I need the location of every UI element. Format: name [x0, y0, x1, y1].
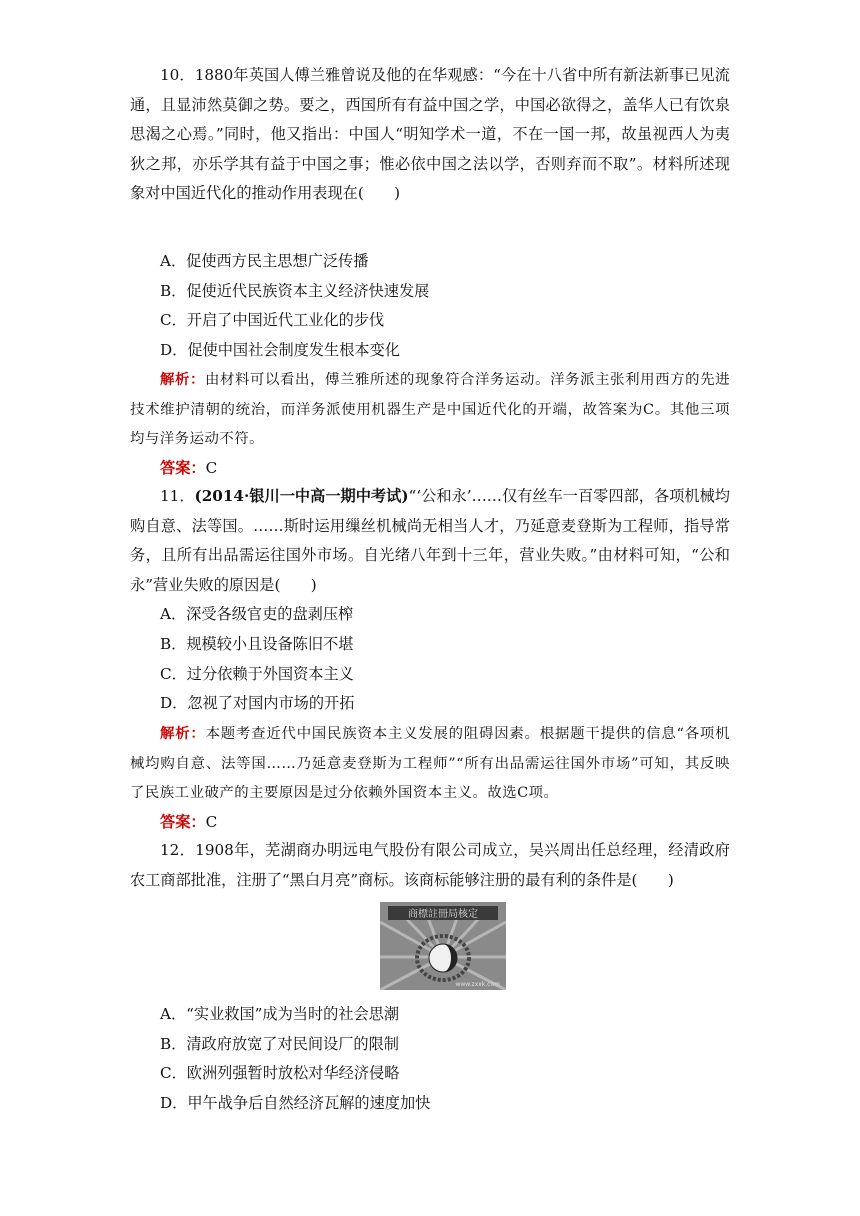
q11-answer-value: C [205, 813, 218, 831]
q11-number: 11． [160, 487, 195, 505]
q11-option-a: A．深受各级官吏的盘剥压榨 [160, 605, 354, 623]
q11-analysis [130, 719, 730, 809]
q10-option-a: A．促使西方民主思想广泛传播 [160, 252, 369, 270]
q10-answer-label: 答案： [160, 459, 206, 477]
q10-option-b: B．促使近代民族资本主义经济快速发展 [160, 282, 430, 300]
q11-answer [160, 812, 217, 832]
q11-option-b: B．规模较小且设备陈旧不堪 [160, 635, 354, 653]
trademark-banner-text: 商標註冊局核定 [408, 909, 478, 920]
q10-analysis [130, 365, 730, 455]
q10-analysis-text: 由材料可以看出，傅兰雅所述的现象符合洋务运动。洋务派主张利用西方的先进技术维护清朝的统治，而洋务派使用机器生产是中国近代化的开端，故答案为C。其他三项均与洋务运动不符。 [130, 372, 730, 448]
q10-analysis-label: 解析： [160, 371, 206, 388]
trademark-watermark: www.zxxk.com [455, 981, 500, 988]
q12-option-a: A．“实业救国”成为当时的社会思潮 [160, 1005, 400, 1023]
trademark-image [380, 902, 506, 990]
q10-answer [160, 458, 217, 478]
q12-stem: 12．1908年，芜湖商办明远电气股份有限公司成立，吴兴周出任总经理，经清政府农工商部批准，注册了“黑白月亮”商标。该商标能够注册的最有利的条件是( ) [130, 841, 730, 889]
q11-analysis-label: 解析： [160, 725, 206, 742]
q11-source: (2014·银川一中高一期中考试) [194, 487, 409, 505]
q11-option-c: C．过分依赖于外国资本主义 [160, 665, 354, 683]
q12-option-c: C．欧洲列强暂时放松对华经济侵略 [160, 1064, 400, 1082]
q11-answer-label: 答案： [160, 813, 206, 831]
q10-option-c: C．开启了中国近代工业化的步伐 [160, 311, 385, 329]
q10-answer-value: C [205, 459, 218, 477]
q11-analysis-text: 本题考查近代中国民族资本主义发展的阻碍因素。根据题干提供的信息“各项机械均购自意、法等国……乃延意麦登斯为工程师”“所有出品需运往国外市场”可知，其反映了民族工业破产的主要原因是过分依赖外国资本主义。故选C项。 [130, 726, 730, 802]
trademark-illustration [380, 902, 506, 990]
q11-stem [130, 482, 730, 600]
q11-stem-text: “‘公和永’……仅有丝车一百零四部，各项机械均购自意、法等国。……斯时运用缫丝机械尚无相当人才，乃延意麦登斯为工程师，指导常务，且所有出品需运往国外市场。自光绪八年到十三年，营业失败。”由材料可知，“公和永”营业失败的原因是( ) [130, 487, 730, 594]
q10-option-d: D．促使中国社会制度发生根本变化 [160, 341, 400, 359]
q10-stem: 10．1880年英国人傅兰雅曾说及他的在华观感：“今在十八省中所有新法新事已见流通，且显沛然莫御之势。要之，西国所有有益中国之学，中国必欲得之，盖华人已有饮泉思渴之心焉。”同时，他又指出：中国人“明知学术一道，不在一国一邦，故虽视西人为夷狄之邦，亦乐学其有益于中国之事；惟必依中国之法以学，否则弃而不取”。材料所述现象对中国近代化的推动作用表现在( ) [130, 66, 730, 203]
q12-option-d: D．甲午战争后自然经济瓦解的速度加快 [160, 1094, 431, 1112]
q11-option-d: D．忽视了对国内市场的开拓 [160, 694, 355, 712]
q12-option-b: B．清政府放宽了对民间设厂的限制 [160, 1035, 399, 1053]
